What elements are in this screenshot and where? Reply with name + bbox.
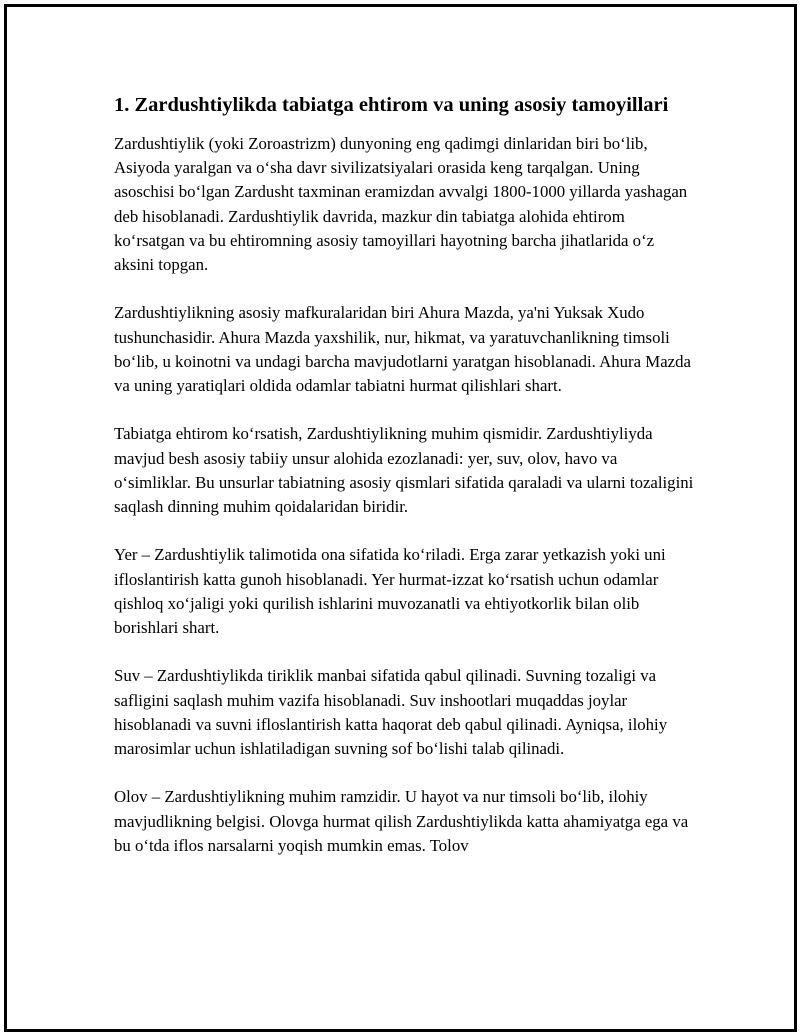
paragraph-nature-respect: Tabiatga ehtirom ko‘rsatish, Zardushtiylikning muhim qismidir. Zardushtiyliyda mavjud besh asosiy tabiiy unsur alohida ezozlanadi: yer, suv, olov, havo va o‘simliklar. Bu unsurlar tabiatning asosiy qismlari sifatida qaraladi va ularni tozaligini saqlash dinning muhim qoidalaridan biridir. (114, 424, 694, 517)
paragraph-ahura-mazda: Zardushtiylikning asosiy mafkuralaridan biri Ahura Mazda, ya'ni Yuksak Xudo tushunchasidir. Ahura Mazda yaxshilik, nur, hikmat, va yaratuvchanlikning timsoli bo‘lib, u koinotni va undagi barcha mavjudotlarni yaratgan hisoblanadi. Ahura Mazda va uning yaratiqlari oldida odamlar tabiatni hurmat qilishlari shart. (114, 303, 691, 396)
document-body (114, 92, 694, 882)
paragraph-intro: Zardushtiylik (yoki Zoroastrizm) dunyoning eng qadimgi dinlaridan biri bo‘lib, Asiyoda yaralgan va o‘sha davr sivilizatsiyalari orasida keng tarqalgan. Uning asoschisi bo‘lgan Zardusht taxminan eramizdan avvalgi 1800-1000 yillarda yashagan deb hisoblanadi. Zardushtiylik davrida, mazkur din tabiatga alohida ehtirom ko‘rsatgan va bu ehtiromning asosiy tamoyillari hayotning barcha jihatlarida o‘z aksini topgan. (114, 134, 688, 275)
paragraph-earth: Yer – Zardushtiylik talimotida ona sifatida ko‘riladi. Erga zarar yetkazish yoki uni ifloslantirish katta gunoh hisoblanadi. Yer hurmat-izzat ko‘rsatish uchun odamlar qishloq xo‘jaligi yoki qurilish ishlarini muvozanatli va ehtiyotkorlik bilan olib borishlari shart. (114, 545, 666, 638)
paragraph-water: Suv – Zardushtiylikda tiriklik manbai sifatida qabul qilinadi. Suvning tozaligi va safligini saqlash muhim vazifa hisoblanadi. Suv inshootlari muqaddas joylar hisoblanadi va suvni ifloslantirish katta haqorat deb qabul qilinadi. Ayniqsa, ilohiy marosimlar uchun ishlatiladigan suvning sof bo‘lishi talab qilinadi. (114, 666, 668, 759)
paragraph-fire: Olov – Zardushtiylikning muhim ramzidir. U hayot va nur timsoli bo‘lib, ilohiy mavjudlikning belgisi. Olovga hurmat qilish Zardushtiylikda katta ahamiyatga ega va bu o‘tda iflos narsalarni yoqish mumkin emas. Tolov (114, 787, 689, 855)
section-heading: 1. Zardushtiylikda tabiatga ehtirom va uning asosiy tamoyillari (114, 94, 669, 116)
